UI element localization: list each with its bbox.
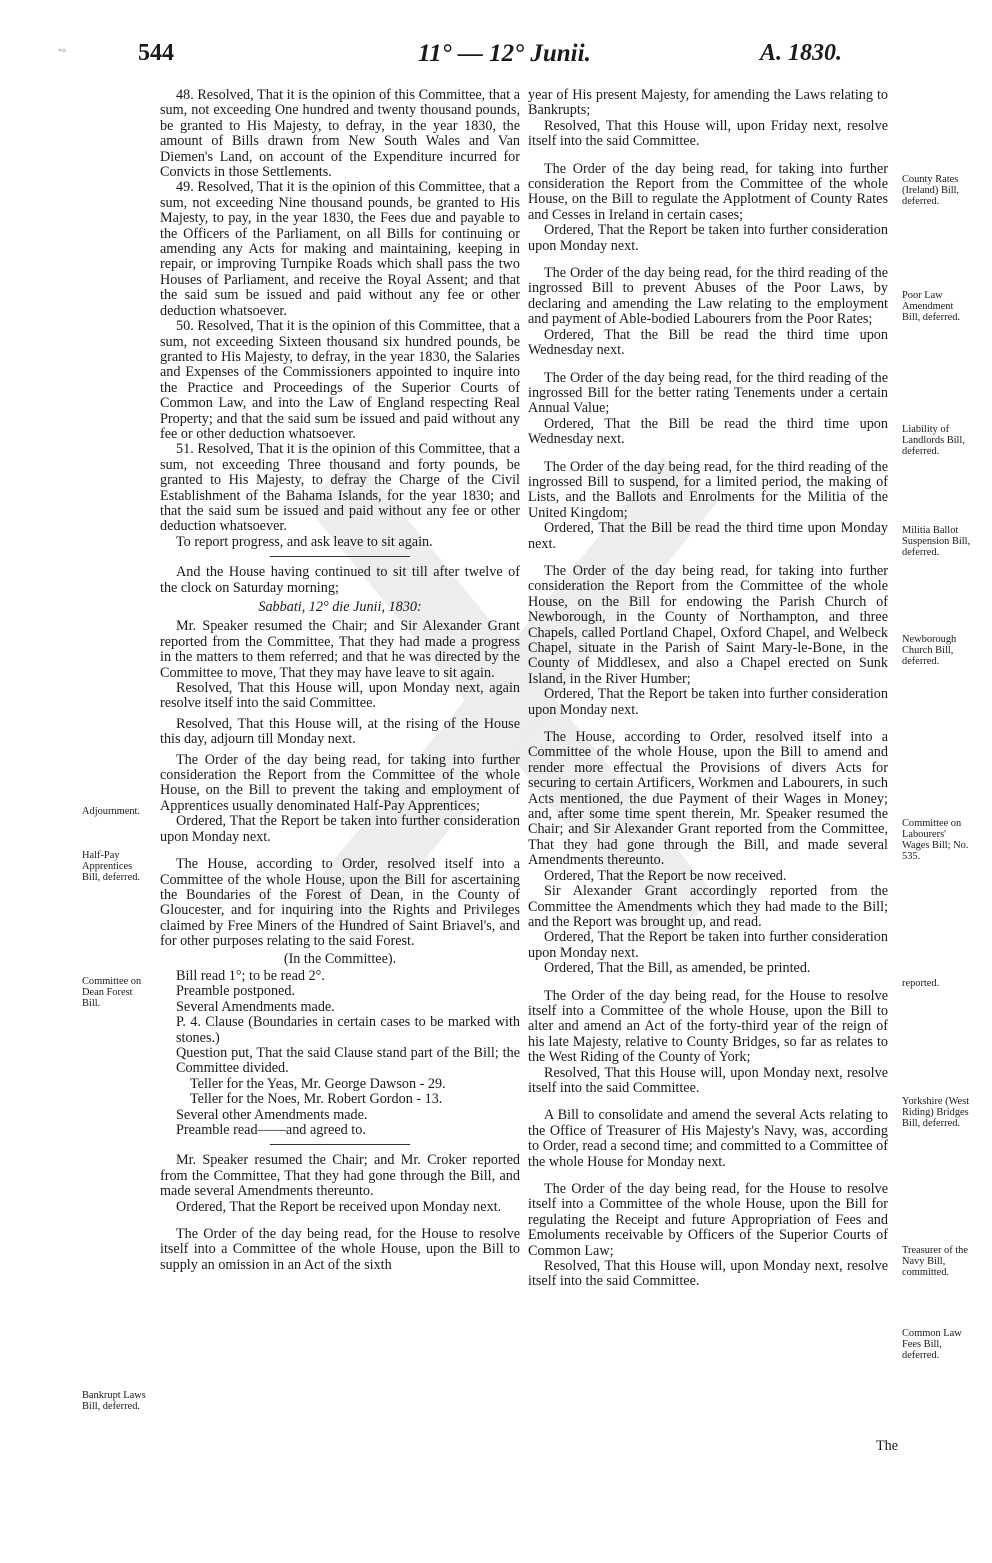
liability-entry: The Order of the day being read, for the third reading of the ingrossed Bill for the better rating Tenements under a certain Annual Value; bbox=[528, 369, 888, 417]
page-header bbox=[0, 40, 992, 80]
bankrupt-resolved: Resolved, That this House will, upon Friday next, resolve itself into the said Committee. bbox=[528, 117, 888, 150]
wages-ordered-consideration: Ordered, That the Report be taken into further consideration upon Monday next. bbox=[528, 929, 888, 961]
county-rates-ordered: Ordered, That the Report be taken into further consideration upon Monday next. bbox=[528, 222, 888, 254]
margin-mark: "° bbox=[58, 48, 67, 59]
sidenote-common-law: Common Law Fees Bill, deferred. bbox=[902, 1328, 962, 1361]
committee-line: Several Amendments made. bbox=[176, 998, 335, 1015]
sidenote-militia: Militia Ballot Suspension Bill, deferred. bbox=[902, 525, 971, 558]
committee-line: Question put, That the said Clause stand part of the Bill; the Committee divided. bbox=[176, 1044, 520, 1077]
report-received-ordered: Ordered, That the Report be received upon Monday next. bbox=[176, 1198, 502, 1215]
left-column bbox=[160, 88, 520, 1273]
sidenote-reported: reported. bbox=[902, 978, 940, 989]
resolution-50: 50. Resolved, That it is the opinion of this Committee, that a sum, not exceeding Sixteen thousand six hundred pounds, be granted to His Majesty, to defray, in the year 1830, the Salaries and Expenses of the Commissioners appointed to inquire into the Practice and Proceedings of the Superior Courts of Common Law, and into the Law of England respecting Real Property; and that the said sum be issued and paid without any fee or other deduction whatsoever. bbox=[160, 318, 520, 442]
teller-yeas: Teller for the Yeas, Mr. George Dawson - 29. bbox=[190, 1075, 446, 1092]
report-progress: To report progress, and ask leave to sit again. bbox=[176, 533, 433, 550]
divider bbox=[270, 556, 410, 557]
sidenote-newborough: Newborough Church Bill, deferred. bbox=[902, 634, 957, 667]
resolution-51: 51. Resolved, That it is the opinion of this Committee, that a sum, not exceeding Three thousand and forty pounds, be granted to His Majesty, to defray the Charge of the Civil Establishment of the Bahama Islands, for the year 1830; and that the said sum be issued and paid without any fee or other deduction whatsoever. bbox=[160, 441, 520, 535]
in-committee: (In the Committee). bbox=[283, 950, 397, 967]
committee-line: Preamble read——and agreed to. bbox=[176, 1122, 366, 1138]
halfpay-entry: The Order of the day being read, for taking into further consideration the Report from the Committee of the whole House, on the Bill to prevent the taking and employment of Apprentices usually denominated Half-Pay Apprentices; bbox=[160, 751, 520, 814]
right-column bbox=[528, 88, 888, 1290]
yorkshire-entry: The Order of the day being read, for the House to resolve itself into a Committee of the whole House, upon the Bill to alter and amend an Act of the forty-third year of the reign of his late Majesty, relative to County Bridges, so far as relates to the West Riding of the County of York; bbox=[528, 987, 888, 1066]
resolved-sit-again: Resolved, That this House will, upon Monday next, again resolve itself into the said Committee. bbox=[160, 680, 520, 712]
resolution-48: 48. Resolved, That it is the opinion of this Committee, that a sum, not exceeding One hundred and twenty thousand pounds, be granted to His Majesty, to defray, in the year 1830, the amount of Bills drawn from New South Wales and Van Diemen's Land, on account of the Expenditure incurred for Convicts in those Settlements. bbox=[160, 87, 520, 181]
wages-entry: The House, according to Order, resolved itself into a Committee of the whole House, upon the Bill to amend and render more effectual the Provisions of divers Acts for securing to certain Artificers, Workmen and Labourers, in such Acts mentioned, the due Payment of their Wages in Money; and, after some time spent therein, Mr. Speaker resumed the Chair; and Sir Alexander Grant reported from the Committee, That they had gone through the Bill, and made several Amendments thereunto. bbox=[528, 729, 888, 869]
committee-line: Bill read 1°; to be read 2°. bbox=[176, 967, 325, 984]
navy-entry: A Bill to consolidate and amend the several Acts relating to the Office of Treasurer of His Majesty's Navy, was, according to Order, read a second time; and committed to a Committee of the whole House for Monday next. bbox=[528, 1107, 888, 1170]
committee-proceedings bbox=[160, 969, 520, 1138]
sidenote-bankrupt: Bankrupt Laws Bill, deferred. bbox=[82, 1390, 146, 1412]
halfpay-ordered: Ordered, That the Report be taken into further consideration upon Monday next. bbox=[160, 813, 520, 845]
sidenote-poor-law: Poor Law Amendment Bill, deferred. bbox=[902, 290, 960, 323]
county-rates-entry: The Order of the day being read, for taking into further consideration the Report from the Committee of the whole House, on the Bill to regulate the Applotment of County Rates and Cesses in Ireland in certain cases; bbox=[528, 160, 888, 223]
speaker-resumed-2: Mr. Speaker resumed the Chair; and Mr. Croker reported from the Committee, That they had gone through the Bill, and made several Amendments thereunto. bbox=[160, 1152, 520, 1200]
militia-ordered: Ordered, That the Bill be read the third time upon Monday next. bbox=[528, 520, 888, 552]
wages-ordered-printed: Ordered, That the Bill, as amended, be printed. bbox=[544, 960, 811, 977]
common-law-resolved: Resolved, That this House will, upon Monday next, resolve itself into the said Committee. bbox=[528, 1258, 888, 1290]
sidenote-wages: Committee on Labourers' Wages Bill; No. 535. bbox=[902, 818, 969, 862]
dean-forest-entry: The House, according to Order, resolved itself into a Committee of the whole House, upon the Bill for ascertaining the Boundaries of the Forest of Dean, in the County of Gloucester, and for inquiring into the Rights and Privileges claimed by Free Miners of the Hundred of Saint Briavel's, and for other purposes relating to the said Forest. bbox=[160, 856, 520, 950]
sidenote-halfpay: Half-Pay Apprentices Bill, deferred. bbox=[82, 850, 140, 883]
wages-reported: Sir Alexander Grant accordingly reported from the Committee the Amendments which they had made to the Bill; and the Report was brought up, and read. bbox=[528, 883, 888, 930]
page-year: A. 1830. bbox=[760, 40, 843, 66]
sidenote-navy: Treasurer of the Navy Bill, committed. bbox=[902, 1245, 968, 1278]
house-continued: And the House having continued to sit till after twelve of the clock on Saturday morning; bbox=[160, 564, 520, 596]
catchword: The bbox=[876, 1438, 899, 1454]
liability-ordered: Ordered, That the Bill be read the third time upon Wednesday next. bbox=[528, 415, 888, 448]
sidenote-adjournment: Adjournment. bbox=[82, 806, 141, 817]
sabbati-heading: Sabbati, 12° die Junii, 1830: bbox=[258, 599, 422, 615]
resolution-49: 49. Resolved, That it is the opinion of this Committee, that a sum, not exceeding Nine thousand pounds, be granted to His Majesty, to pay, in the year 1830, the Fees due and payable to the Officers of the Parliament, on all Bills for continuing or amending any Acts for making and maintaining, keeping in repair, or improving Turnpike Roads which shall pass the two Houses of Parliament, and receive the Royal Assent; and that the said sum be issued and paid without any fee or other deduction whatsoever. bbox=[160, 179, 520, 319]
divider bbox=[270, 1144, 410, 1145]
committee-line: P. 4. Clause (Boundaries in certain cases to be marked with stones.) bbox=[176, 1014, 520, 1046]
bankrupt-continued: year of His present Majesty, for amending the Laws relating to Bankrupts; bbox=[528, 87, 888, 119]
newborough-ordered: Ordered, That the Report be taken into further consideration upon Monday next. bbox=[528, 686, 888, 718]
committee-line: Preamble postponed. bbox=[176, 983, 295, 1000]
committee-line: Several other Amendments made. bbox=[176, 1106, 368, 1123]
page-dates: 11° — 12° Junii. bbox=[418, 40, 591, 67]
bankrupt-entry: The Order of the day being read, for the House to resolve itself into a Committee of the whole House, upon the Bill to supply an omission in an Act of the sixth bbox=[160, 1226, 520, 1273]
sidenote-dean: Committee on Dean Forest Bill. bbox=[82, 976, 142, 1009]
poor-law-entry: The Order of the day being read, for the third reading of the ingrossed Bill to prevent Abuses of the Poor Laws, by declaring and amending the Law relating to the employment and payment of Able-bodied Labourers from the Poor Rates; bbox=[528, 265, 888, 328]
speaker-resumed-1: Mr. Speaker resumed the Chair; and Sir Alexander Grant reported from the Committee, That they had made a progress in the matters to them referred; and that he was directed by the Committee to move, That they may have leave to sit again. bbox=[160, 618, 520, 681]
poor-law-ordered: Ordered, That the Bill be read the third time upon Wednesday next. bbox=[528, 326, 888, 359]
adjournment-entry: Resolved, That this House will, at the rising of the House this day, adjourn till Monday next. bbox=[160, 715, 520, 748]
militia-entry: The Order of the day being read, for the third reading of the ingrossed Bill to suspend, for a limited period, the making of Lists, and the Ballots and Enrolments for the Militia of the United Kingdom; bbox=[528, 458, 888, 521]
teller-noes: Teller for the Noes, Mr. Robert Gordon - 13. bbox=[190, 1091, 443, 1108]
yorkshire-resolved: Resolved, That this House will, upon Monday next, resolve itself into the said Committee. bbox=[528, 1064, 888, 1096]
newborough-entry: The Order of the day being read, for taking into further consideration the Report from the Committee of the whole House, on the Bill for endowing the Parish Church of Newborough, in the County of Northampton, and three Chapels, called Portland Chapel, Oxford Chapel, and Welbeck Chapel, situate in the Parish of Saint Mary-le-Bone, in the County of Middlesex, and also a Chapel erected on Sunk Island, in the River Humber; bbox=[528, 562, 888, 687]
sidenote-yorkshire: Yorkshire (West Riding) Bridges Bill, deferred. bbox=[902, 1096, 970, 1129]
wages-ordered-received: Ordered, That the Report be now received. bbox=[544, 867, 787, 884]
sidenote-liability: Liability of Landlords Bill, deferred. bbox=[902, 424, 965, 457]
common-law-entry: The Order of the day being read, for the House to resolve itself into a Committee of the whole House, upon the Bill for regulating the Receipt and future Appropriation of Fees and Emoluments receivable by Officers of the Superior Courts of Common Law; bbox=[528, 1181, 888, 1259]
page-number: 544 bbox=[138, 40, 174, 66]
sidenote-county-rates: County Rates (Ireland) Bill, deferred. bbox=[902, 174, 960, 207]
